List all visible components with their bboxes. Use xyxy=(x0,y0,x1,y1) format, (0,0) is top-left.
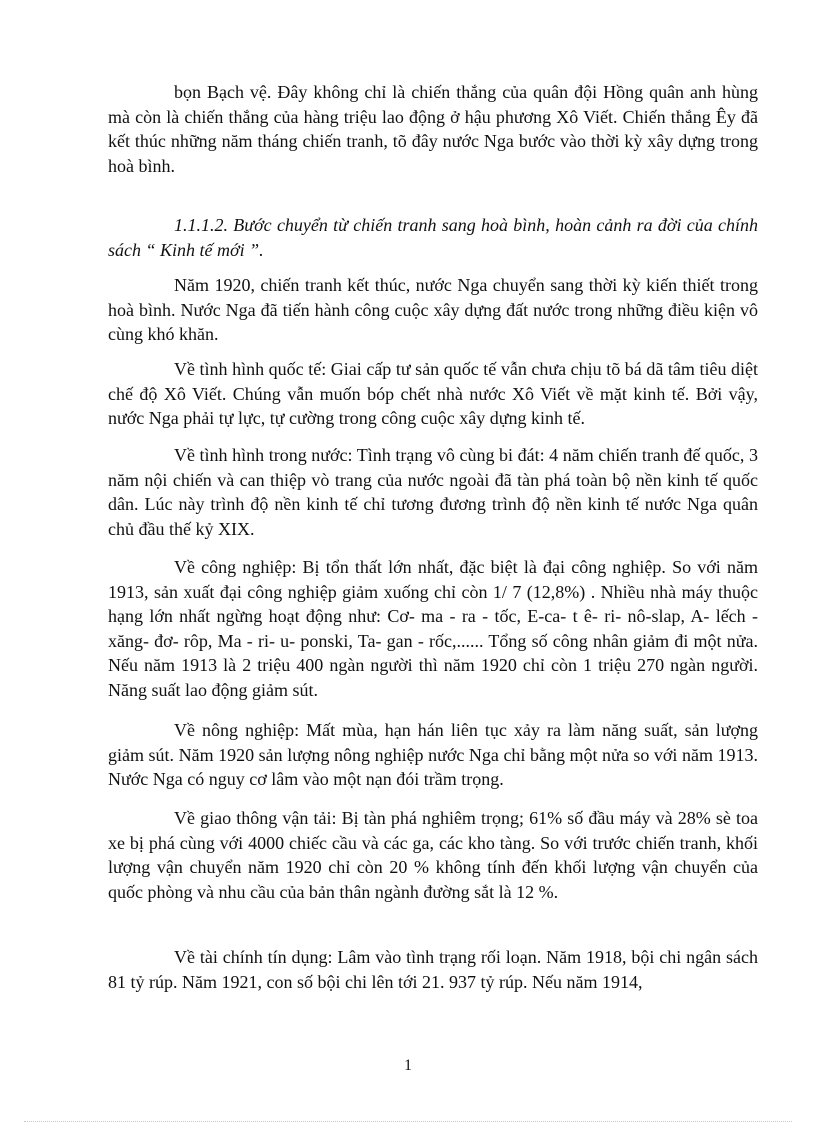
paragraph-industry: Về công nghiệp: Bị tổn thất lớn nhất, đặc biệt là đại công nghiệp. So với năm 1913, sản xuất đại công nghiệp giảm xuống chỉ còn 1/ 7 (12,8%) . Nhiều nhà máy thuộc hạng lớn nhất ngừng hoạt động như: Cơ- ma - ra - tốc, E-ca- t ê- ri- nô-slap, A- lếch - xăng- đơ- rôp, Ma - ri- u- ponski, Ta- gan - rốc,...... Tổng số công nhân giảm đi một nửa. Nếu năm 1913 là 2 triệu 400 ngàn người thì năm 1920 chỉ còn 1 triệu 270 ngàn người. Năng suất lao động giảm sút. xyxy=(108,557,758,700)
paragraph-transport: Về giao thông vận tải: Bị tàn phá nghiêm trọng; 61% số đầu máy và 28% sè toa xe bị phá cùng với 4000 chiếc cầu và các ga, các kho tàng. So với trước chiến tranh, khối lượng vận chuyển năm 1920 chỉ còn 20 % không tính đến khối lượng vận chuyển của quốc phòng và nhu cầu của bản thân ngành đường sắt là 12 %. xyxy=(108,808,758,902)
paragraph-intro: bọn Bạch vệ. Đây không chỉ là chiến thắng của quân đội Hồng quân anh hùng mà còn là chiến thắng của hàng triệu lao động ở hậu phương Xô Viết. Chiến thắng Êy đã kết thúc những năm tháng chiến tranh, tõ đây nước Nga bước vào thời kỳ xây dựng trong hoà bình. xyxy=(108,82,758,176)
page-number: 1 xyxy=(404,1057,412,1074)
section-heading: 1.1.1.2. Bước chuyển từ chiến tranh sang hoà bình, hoàn cảnh ra đời của chính sách “ Kinh tế mới ”. xyxy=(108,215,758,260)
page-bottom-border xyxy=(24,1121,792,1122)
paragraph-finance: Về tài chính tín dụng: Lâm vào tình trạng rối loạn. Năm 1918, bội chi ngân sách 81 tỷ rúp. Năm 1921, con số bội chi lên tới 21. 937 tỷ rúp. Nếu năm 1914, xyxy=(108,947,758,992)
paragraph-domestic: Về tình hình trong nước: Tình trạng vô cùng bi đát: 4 năm chiến tranh đế quốc, 3 năm nội chiến và can thiệp vò trang của nước ngoài đã tàn phá toàn bộ nền kinh tế quốc dân. Lúc này trình độ nền kinh tế chỉ tương đương trình độ nền kinh tế nước Nga quân chủ đầu thế kỷ XIX. xyxy=(108,445,758,539)
paragraph-1920: Năm 1920, chiến tranh kết thúc, nước Nga chuyển sang thời kỳ kiến thiết trong hoà bình. Nước Nga đã tiến hành công cuộc xây dựng đất nước trong những điều kiện vô cùng khó khăn. xyxy=(108,275,758,344)
paragraph-international: Về tình hình quốc tế: Giai cấp tư sản quốc tế vẫn chưa chịu tõ bá dã tâm tiêu diệt chế độ Xô Viết. Chúng vẫn muốn bóp chết nhà nước Xô Viết về mặt kinh tế. Bởi vậy, nước Nga phải tự lực, tự cường trong công cuộc xây dựng kinh tế. xyxy=(108,359,758,428)
paragraph-agriculture: Về nông nghiệp: Mất mùa, hạn hán liên tục xảy ra làm năng suất, sản lượng giảm sút. Năm 1920 sản lượng nông nghiệp nước Nga chỉ bằng một nửa so với năm 1913. Nước Nga có nguy cơ lâm vào một nạn đói trầm trọng. xyxy=(108,720,758,789)
